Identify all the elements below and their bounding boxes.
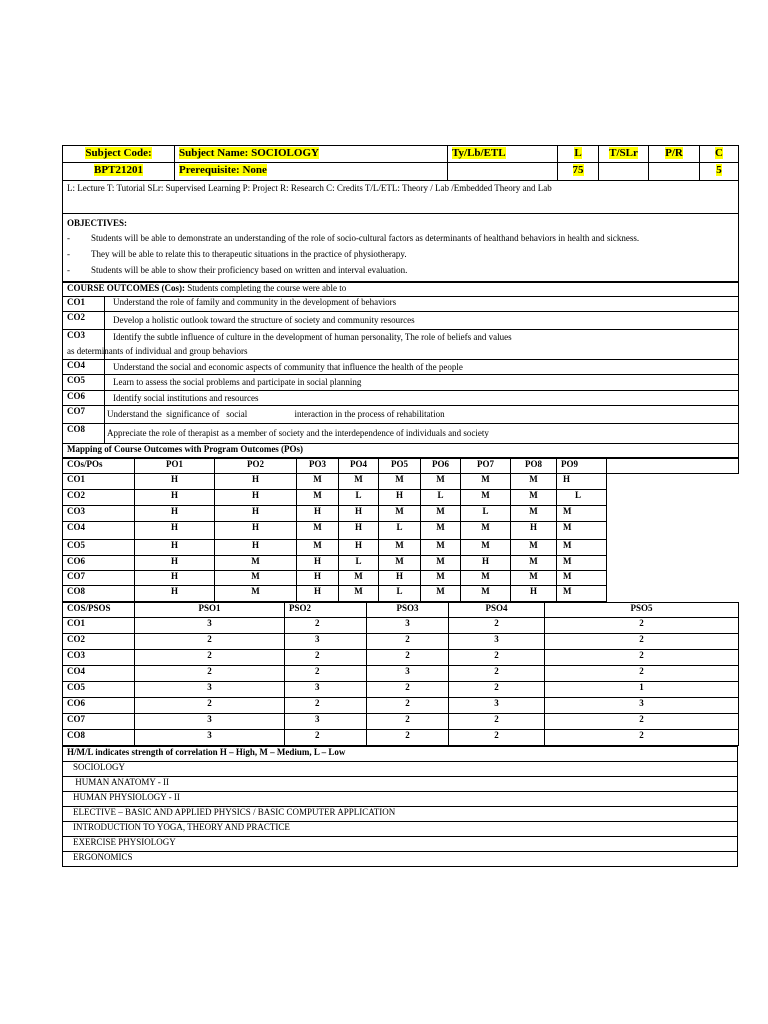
pso-mapping-table [62,602,739,746]
po-cell: M [421,571,461,586]
objectives-title: OBJECTIVES: [67,218,128,228]
course-outcomes-title-bold: COURSE OUTCOMES (Cos): [67,283,186,293]
po-row-label: CO8 [63,586,135,602]
pso-cell: 2 [449,666,545,682]
po-header: PO2 [215,459,297,474]
po-cell: H [297,586,339,602]
po-empty-area [607,459,739,474]
ty-lb-etl-value-cell [448,163,558,181]
co-code: CO6 [63,391,105,406]
subject-list-item: INTRODUCTION TO YOGA, THEORY AND PRACTICE [63,822,738,837]
po-cell: L [379,522,421,540]
po-cell: M [557,571,607,586]
po-header: PO5 [379,459,421,474]
pso-row-label: CO3 [63,650,135,666]
po-cell: M [421,474,461,490]
pso-row-label: CO8 [63,730,135,746]
pso-header: PSO2 [285,603,367,618]
pso-cell: 2 [285,618,367,634]
po-header: COs/POs [63,459,135,474]
pso-cell: 1 [545,682,739,698]
l-label-cell [558,146,599,163]
po-mapping-table [62,458,739,602]
po-cell: H [215,474,297,490]
pso-cell: 3 [135,714,285,730]
course-outcomes-title [63,283,739,297]
correlation-note: H/M/L indicates strength of correlation H – High, M – Medium, L – Low [63,747,738,762]
pso-cell: 2 [449,714,545,730]
po-cell: M [421,506,461,522]
tslr-label: T/SLr [609,147,638,159]
po-cell: H [339,506,379,522]
pso-cell: 3 [135,730,285,746]
po-cell: M [421,522,461,540]
po-cell: M [297,474,339,490]
mapping-title: Mapping of Course Outcomes with Program Outcomes (POs) [63,444,739,458]
subject-code-label: Subject Code: [85,147,152,159]
pr-label: P/R [665,147,683,159]
po-cell: M [511,506,557,522]
tslr-label-cell [599,146,649,163]
objective-item: - Students will be able to demonstrate an understanding of the role of socio-cultural factors as determinants of healthand behaviors in health and sickness. [67,233,732,244]
c-value-cell [700,163,739,181]
subject-name: Subject Name: SOCIOLOGY [179,147,319,159]
po-cell: M [557,506,607,522]
pso-cell: 2 [367,650,449,666]
po-cell: H [339,540,379,556]
pso-row-label: CO7 [63,714,135,730]
po-cell: M [379,556,421,571]
po-header: PO9 [557,459,607,474]
subject-list-item: HUMAN ANATOMY - II [63,777,738,792]
co-code: CO4 [63,360,105,375]
po-cell: M [511,556,557,571]
pso-cell: 3 [135,618,285,634]
po-cell: M [215,586,297,602]
pso-cell: 3 [367,666,449,682]
pso-header: PSO5 [545,603,739,618]
course-outcomes-table [62,282,739,458]
po-row-label: CO3 [63,506,135,522]
po-row-label: CO4 [63,522,135,540]
pso-cell: 3 [285,634,367,650]
pso-cell: 3 [449,698,545,714]
po-cell: H [379,571,421,586]
subject-header-table [62,145,739,282]
po-header: PO8 [511,459,557,474]
po-row-label: CO1 [63,474,135,490]
subject-list-item: EXERCISE PHYSIOLOGY [63,837,738,852]
co-text: Understand the significance of social interaction in the process of rehabilitation [105,406,739,424]
po-cell: M [339,474,379,490]
po-cell: H [135,556,215,571]
pso-cell: 3 [449,634,545,650]
pr-label-cell [649,146,700,163]
co-code: CO7 [63,406,105,424]
pso-cell: 3 [545,698,739,714]
po-cell: M [421,586,461,602]
po-cell: H [511,586,557,602]
pso-cell: 2 [367,714,449,730]
pso-header: COS/PSOS [63,603,135,618]
pso-cell: 2 [135,666,285,682]
po-cell: M [421,540,461,556]
pso-row-label: CO6 [63,698,135,714]
pso-cell: 2 [545,618,739,634]
subject-code: BPT21201 [94,164,143,176]
objectives-list [67,233,732,276]
co-text: Develop a holistic outlook toward the structure of society and community resources [105,312,739,330]
pso-cell: 2 [545,634,739,650]
course-outcomes-title-rest: Students completing the course were able to [185,283,347,293]
pso-cell: 2 [449,650,545,666]
co-text: Appreciate the role of therapist as a member of society and the interdependence of individuals and society [105,424,739,444]
pso-cell: 2 [545,730,739,746]
subject-list-item: SOCIOLOGY [63,762,738,777]
po-header: PO7 [461,459,511,474]
co-text: Learn to assess the social problems and participate in social planning [105,375,739,391]
po-cell: M [297,540,339,556]
po-cell: H [379,490,421,506]
po-cell: H [135,522,215,540]
pso-row-label: CO1 [63,618,135,634]
syllabus-page [62,145,738,867]
po-cell: M [379,540,421,556]
po-cell: H [135,474,215,490]
subject-list-table [62,746,738,867]
po-cell: L [421,490,461,506]
po-cell: M [297,490,339,506]
pso-cell: 2 [285,698,367,714]
po-cell: M [215,571,297,586]
po-row-label: CO7 [63,571,135,586]
po-cell: M [379,474,421,490]
po-cell: M [557,540,607,556]
po-cell: M [511,540,557,556]
subject-list-item: ERGONOMICS [63,852,738,867]
po-cell: M [461,522,511,540]
po-cell: M [421,556,461,571]
c-label: C [715,147,723,159]
po-cell: H [215,540,297,556]
pso-cell: 2 [285,650,367,666]
l-value-cell [558,163,599,181]
po-cell: H [135,540,215,556]
pso-cell: 3 [135,682,285,698]
po-row-label: CO6 [63,556,135,571]
po-cell: M [461,571,511,586]
po-cell: H [339,522,379,540]
po-cell: H [511,522,557,540]
po-cell: M [297,522,339,540]
po-cell: M [511,490,557,506]
pso-cell: 2 [367,698,449,714]
pso-cell: 2 [367,682,449,698]
tslr-value-cell [599,163,649,181]
co-text: Identify the subtle influence of culture in the development of human personality, The role of beliefs and values [113,332,512,342]
pso-cell: 2 [367,730,449,746]
po-cell: H [135,506,215,522]
co-text: Understand the role of family and community in the development of behaviors [105,297,739,312]
l-value: 75 [572,164,584,176]
pso-header: PSO1 [135,603,285,618]
po-cell: M [339,586,379,602]
po-cell: M [511,474,557,490]
pso-cell: 2 [449,730,545,746]
objective-item: - They will be able to relate this to therapeutic situations in the practice of physiotherapy. [67,249,732,260]
co-text: Identify social institutions and resources [105,391,739,406]
po-row-label: CO5 [63,540,135,556]
pso-cell: 2 [367,634,449,650]
pso-cell: 2 [545,666,739,682]
po-cell: M [557,586,607,602]
po-cell: L [557,490,607,506]
pso-cell: 2 [449,618,545,634]
po-header: PO4 [339,459,379,474]
pso-row-label: CO4 [63,666,135,682]
legend-cell [63,181,739,214]
co-text: Understand the social and economic aspects of community that influence the health of the people [105,360,739,375]
co-code: CO5 [63,375,105,391]
co-code: CO1 [63,297,105,312]
c-value: 5 [716,164,722,176]
po-cell: M [339,571,379,586]
objective-item: - Students will be able to show their proficiency based on written and interval evaluation. [67,265,732,276]
po-cell: L [379,586,421,602]
po-cell: H [215,490,297,506]
pso-cell: 2 [135,634,285,650]
co-code: CO3 [63,330,105,360]
subject-name-cell [175,146,448,163]
pso-cell: 2 [449,682,545,698]
pso-row-label: CO2 [63,634,135,650]
pso-cell: 3 [285,714,367,730]
prerequisite: Prerequisite: None [179,164,267,176]
pso-cell: 2 [135,650,285,666]
po-header: PO1 [135,459,215,474]
po-cell: L [339,556,379,571]
subject-code-cell [63,163,175,181]
po-cell: M [461,490,511,506]
legend-text: L: Lecture T: Tutorial SLr: Supervised Learning P: Project R: Research C: Credits T/L/ETL: Theory / Lab /Embedded Theory and Lab [67,183,552,193]
subject-list-item: HUMAN PHYSIOLOGY - II [63,792,738,807]
l-label: L [574,147,582,159]
po-cell: H [297,556,339,571]
po-cell: M [215,556,297,571]
pr-value-cell [649,163,700,181]
ty-lb-etl-cell [448,146,558,163]
pso-cell: 2 [285,730,367,746]
po-cell: H [461,556,511,571]
objectives-cell [63,214,739,282]
po-cell: H [297,571,339,586]
prerequisite-cell [175,163,448,181]
pso-cell: 2 [545,714,739,730]
subject-code-label-cell [63,146,175,163]
po-cell: M [379,506,421,522]
po-cell: L [339,490,379,506]
co-code: CO2 [63,312,105,330]
ty-lb-etl-label: Ty/Lb/ETL [452,147,506,159]
po-cell: L [461,506,511,522]
po-row-label: CO2 [63,490,135,506]
pso-row-label: CO5 [63,682,135,698]
subject-list-item: ELECTIVE – BASIC AND APPLIED PHYSICS / BASIC COMPUTER APPLICATION [63,807,738,822]
po-cell: H [215,506,297,522]
po-cell: H [557,474,607,490]
co-code: CO8 [63,424,105,444]
co-text-continued: as determinants of individual and group behaviors [67,346,248,356]
po-cell: H [135,586,215,602]
po-cell: H [297,506,339,522]
po-cell: M [461,474,511,490]
pso-cell: 2 [135,698,285,714]
pso-cell: 3 [367,618,449,634]
po-cell: M [557,556,607,571]
pso-header: PSO3 [367,603,449,618]
pso-header: PSO4 [449,603,545,618]
po-cell: M [461,540,511,556]
po-cell: H [135,571,215,586]
po-cell: H [135,490,215,506]
po-cell: M [461,586,511,602]
po-cell: M [511,571,557,586]
po-cell: H [215,522,297,540]
c-label-cell [700,146,739,163]
po-header: PO6 [421,459,461,474]
pso-cell: 3 [285,682,367,698]
pso-cell: 2 [545,650,739,666]
pso-cell: 2 [285,666,367,682]
po-header: PO3 [297,459,339,474]
po-cell: M [557,522,607,540]
